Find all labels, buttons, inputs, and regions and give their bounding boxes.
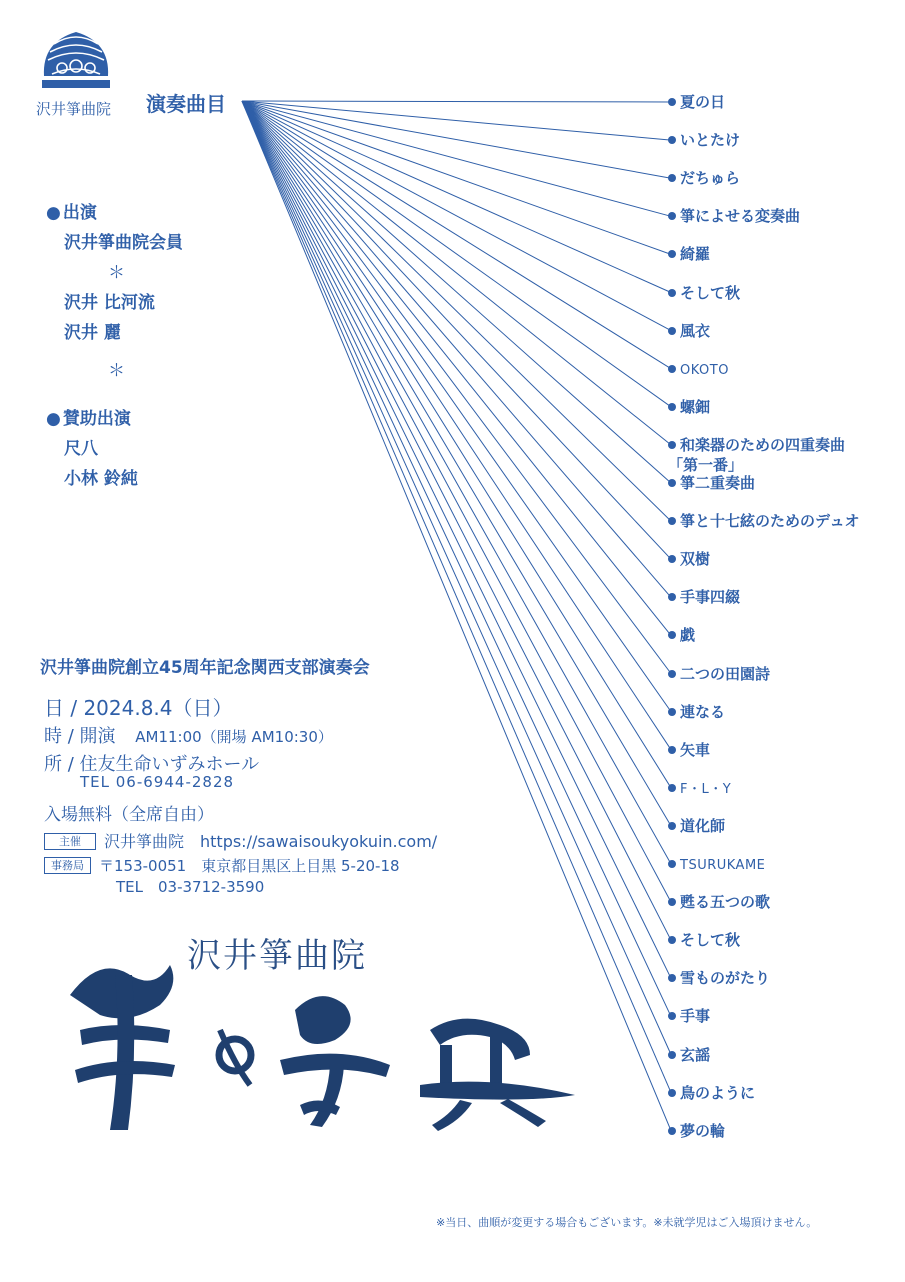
performers-group: 沢井箏曲院会員 bbox=[64, 233, 183, 253]
program-item bbox=[668, 816, 725, 836]
program-item bbox=[668, 397, 710, 417]
program-item-label: そして秋 bbox=[680, 931, 741, 950]
bullet-dot-icon bbox=[668, 593, 676, 601]
bullet-dot-icon bbox=[668, 479, 676, 487]
program-item bbox=[668, 778, 731, 800]
bullet-dot-icon bbox=[668, 289, 676, 297]
bullet-dot-icon bbox=[668, 974, 676, 982]
bullet-dot-icon bbox=[668, 98, 676, 106]
program-item-label: 雪ものがたり bbox=[680, 969, 771, 988]
program-item bbox=[668, 930, 740, 950]
program-item-label: だちゅら bbox=[680, 169, 741, 188]
organizer-row bbox=[44, 829, 437, 852]
office-tel: TEL 03-3712-3590 bbox=[116, 878, 265, 896]
guest-block bbox=[46, 404, 138, 494]
event-time bbox=[44, 722, 333, 748]
office-row bbox=[44, 855, 400, 876]
bullet-dot-icon bbox=[668, 631, 676, 639]
event-time-value: AM11:00（開場 AM10:30） bbox=[135, 728, 333, 746]
bullet-dot-icon bbox=[668, 1012, 676, 1020]
bullet-dot-icon bbox=[668, 860, 676, 868]
bullet-dot-icon bbox=[668, 670, 676, 678]
fan-line bbox=[242, 101, 671, 521]
fan-line bbox=[242, 101, 671, 102]
logo-text: 沢井箏曲院 bbox=[36, 100, 112, 118]
program-item bbox=[668, 321, 710, 341]
bullet-dot-icon bbox=[668, 784, 676, 792]
program-item bbox=[668, 435, 845, 475]
program-item-label: 道化師 bbox=[680, 816, 726, 835]
program-item bbox=[668, 664, 770, 684]
program-item bbox=[668, 130, 740, 150]
bullet-dot-icon bbox=[668, 1089, 676, 1097]
program-item bbox=[668, 702, 725, 722]
event-venue: 所 / 住友生命いずみホール bbox=[44, 754, 260, 775]
program-item-label: 玄謡 bbox=[680, 1045, 711, 1064]
bullet-dot-icon bbox=[668, 327, 676, 335]
bullet-dot-icon bbox=[668, 708, 676, 716]
program-item-sub: 「第一番」 bbox=[668, 455, 744, 474]
bullet-dot-icon bbox=[668, 898, 676, 906]
program-item-label: 手事 bbox=[680, 1007, 711, 1026]
program-title: 演奏曲目 bbox=[146, 92, 226, 116]
fan-line bbox=[242, 101, 671, 712]
fan-line bbox=[242, 101, 671, 1055]
program-item-label: 戯 bbox=[680, 626, 696, 645]
bullet-dot-icon bbox=[668, 403, 676, 411]
program-item bbox=[668, 1006, 710, 1026]
fan-line bbox=[242, 101, 671, 902]
performer-name: 沢井 麗 bbox=[64, 323, 121, 343]
bullet-dot-icon bbox=[668, 822, 676, 830]
program-item-label: そして秋 bbox=[680, 283, 741, 302]
fan-line bbox=[242, 101, 671, 635]
fan-line bbox=[242, 101, 671, 559]
admission: 入場無料（全席自由） bbox=[44, 805, 214, 825]
performers-heading: ● 出演 bbox=[46, 203, 97, 223]
fan-line bbox=[242, 101, 671, 940]
program-item-label: 双樹 bbox=[680, 550, 711, 569]
program-item-label: 連なる bbox=[680, 702, 726, 721]
program-item bbox=[668, 1083, 755, 1103]
guest-heading: ● 賛助出演 bbox=[46, 409, 131, 429]
program-item bbox=[668, 740, 710, 760]
program-item bbox=[668, 587, 740, 607]
program-item-label: 二つの田園詩 bbox=[680, 664, 771, 683]
venue-tel: TEL 06-6944-2828 bbox=[80, 773, 235, 791]
program-item-label: 箏二重奏曲 bbox=[680, 474, 756, 492]
program-item bbox=[668, 1045, 710, 1065]
program-item-label: 綺羅 bbox=[680, 245, 711, 264]
program-item bbox=[668, 625, 695, 645]
program-item bbox=[668, 92, 725, 112]
program-item bbox=[668, 892, 770, 912]
program-item-label: 箏と十七絃のためのデュオ bbox=[680, 512, 860, 531]
program-item-label: 風衣 bbox=[680, 321, 711, 340]
guest-instrument: 尺八 bbox=[64, 439, 98, 459]
fan-line bbox=[242, 101, 671, 1016]
bullet-dot-icon bbox=[668, 365, 676, 373]
program-item bbox=[668, 854, 765, 876]
asterisk-divider: ＊ bbox=[108, 361, 125, 381]
program-item-label: 箏によせる変奏曲 bbox=[680, 207, 801, 226]
program-item-label: TSURUKAME bbox=[680, 858, 766, 873]
performer-name: 沢井 比河流 bbox=[64, 293, 155, 313]
bullet-dot-icon bbox=[668, 441, 676, 449]
fan-line bbox=[242, 101, 671, 445]
fan-line bbox=[242, 101, 671, 178]
program-item bbox=[668, 1121, 725, 1141]
asterisk-divider: ＊ bbox=[108, 263, 125, 283]
program-item bbox=[668, 206, 800, 226]
fan-line bbox=[242, 101, 671, 407]
program-item-label: 夢の輪 bbox=[680, 1121, 726, 1140]
brush-subtitle: 沢井箏曲院 bbox=[187, 936, 367, 976]
bullet-dot-icon bbox=[668, 1051, 676, 1059]
performers-block bbox=[46, 198, 183, 386]
program-item bbox=[668, 168, 740, 188]
program-item-label: いとたけ bbox=[680, 131, 741, 150]
program-item-label: 手事四綴 bbox=[680, 588, 741, 607]
bullet-dot-icon bbox=[668, 517, 676, 525]
footnote: ※当日、曲順が変更する場合もございます。※未就学児はご入場頂けません。 bbox=[436, 1216, 818, 1229]
bullet-dot-icon bbox=[668, 212, 676, 220]
bullet-dot-icon bbox=[668, 250, 676, 258]
fan-line bbox=[242, 101, 671, 597]
fan-line bbox=[242, 101, 671, 293]
program-item-label: F・L・Y bbox=[680, 781, 732, 797]
office-address: 〒153-0051 東京都目黒区上目黒 5-20-18 bbox=[99, 857, 400, 875]
calligraphy-logo bbox=[60, 935, 580, 1135]
program-item bbox=[668, 473, 755, 493]
event-time-label: 時 / 開演 bbox=[44, 726, 116, 747]
program-item bbox=[668, 359, 729, 381]
bullet-dot-icon bbox=[668, 746, 676, 754]
fan-line bbox=[242, 101, 671, 254]
bullet-dot-icon bbox=[668, 555, 676, 563]
event-date: 日 / 2024.8.4（日） bbox=[44, 696, 233, 720]
bullet-dot-icon bbox=[668, 174, 676, 182]
program-item-label: 螺鈿 bbox=[680, 397, 711, 416]
fan-line bbox=[242, 101, 671, 826]
organizer-text[interactable]: 沢井箏曲院 https://sawaisoukyokuin.com/ bbox=[104, 832, 438, 851]
program-item-label: 和楽器のための四重奏曲 bbox=[680, 435, 846, 454]
program-item bbox=[668, 968, 770, 988]
fan-line bbox=[242, 101, 671, 788]
organizer-tag: 主催 bbox=[44, 833, 96, 850]
program-item-label: 矢車 bbox=[680, 740, 711, 759]
program-item bbox=[668, 549, 710, 569]
event-title: 沢井箏曲院創立45周年記念関西支部演奏会 bbox=[40, 658, 370, 678]
bullet-dot-icon bbox=[668, 936, 676, 944]
program-item bbox=[668, 244, 710, 264]
fan-line bbox=[242, 101, 671, 140]
office-tag: 事務局 bbox=[44, 857, 91, 874]
guest-name: 小林 鈴純 bbox=[64, 469, 138, 489]
program-item-label: 鳥のように bbox=[680, 1083, 756, 1102]
program-item bbox=[668, 511, 860, 531]
bullet-dot-icon bbox=[668, 1127, 676, 1135]
program-item-label: OKOTO bbox=[680, 362, 729, 378]
fan-line bbox=[242, 101, 671, 369]
bullet-dot-icon bbox=[668, 136, 676, 144]
fan-line bbox=[242, 101, 671, 674]
program-item-label: 夏の日 bbox=[680, 93, 726, 111]
program-item bbox=[668, 283, 740, 303]
program-item-label: 甦る五つの歌 bbox=[680, 893, 771, 912]
